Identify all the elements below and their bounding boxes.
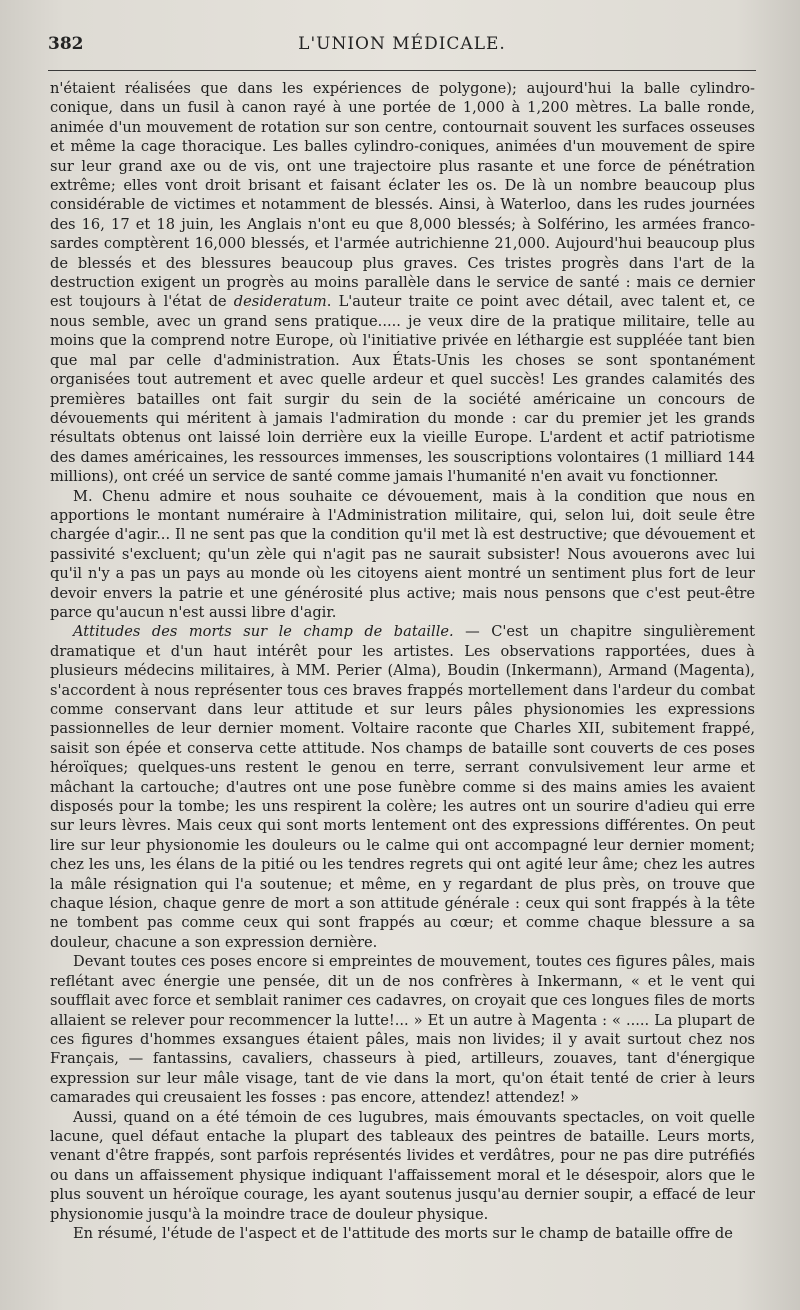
term-desideratum: desideratum: [233, 293, 327, 311]
page-number: 382: [48, 34, 84, 54]
running-title: L'UNION MÉDICALE.: [298, 34, 506, 54]
paragraph-1-text: n'étaient réalisées que dans les expériences de polygone); aujourd'hui la balle cylindro-conique, dans un fusil à canon rayé à une portée de 1,000 à 1,200 mètres. La balle ronde, animée d'un mouvement de rotation sur son centre, contournait souvent les surfaces osseuses et même la cage thoracique. Les balles cylindro-coniques, animées d'un mouvement de spire sur leur grand axe ou de vis, ont une trajectoire plus rasante et une force de pénétration extrême; elles vont droit brisant et faisant éclater les os. De là un nombre beaucoup plus considérable de victimes et notamment de blessés. Ainsi, à Waterloo, dans les rudes journées des 16, 17 et 18 juin, les Anglais n'ont eu que 8,000 blessés; à Solférino, les armées franco-sardes comptèrent 16,000 blessés, et l'armée autrichienne 21,000. Aujourd'hui beaucoup plus de blessés et des blessures beaucoup plus graves. Ces tristes progrès dans l'art de la destruction exigent un progrès au moins parallèle dans le service de santé : mais ce dernier est toujours à l'état de: [50, 80, 755, 311]
paragraph-1-continuation: . L'auteur traite ce point avec détail, avec talent et, ce nous semble, avec un grand sens pratique..... je veux dire de la pratique militaire, telle au moins que la comprend notre Europe, où l'initiative privée en léthargie est suppléée tant bien que mal par celle d'administration. Aux États-Unis les choses se sont spontanément organisées tout autrement et avec quelle ardeur et quel succès! Les grandes calamités des premières batailles ont fait surgir du sein de la société américaine un concours de dévouements qui méritent à jamais l'admiration du monde : car du premier jet les grands résultats obtenus ont laissé loin derrière eux la vieille Europe. L'ardent et actif patriotisme des dames américaines, les ressources immenses, les souscriptions volontaires (1 milliard 144 millions), ont créé un service de santé comme jamais l'humanité n'en avait vu fonctionner.: [50, 293, 755, 486]
header-rule: [48, 70, 756, 71]
page-header: [48, 30, 756, 60]
section-title: Attitudes des morts sur le champ de bataille.: [73, 623, 454, 641]
paragraph-5: Aussi, quand on a été témoin de ces lugubres, mais émouvants spectacles, on voit quelle lacune, quel défaut entache la plupart des tableaux des peintres de bataille. Leurs morts, venant d'être frappés, sont parfois représentés livides et verdâtres, pour ne pas dire putréfiés ou dans un affaissement physique indiquant l'affaissement moral et le désespoir, alors que le plus souvent un héroïque courage, les ayant soutenus jusqu'au dernier soupir, a effacé de leur physionomie jusqu'à la moindre trace de douleur physique.: [50, 1108, 755, 1223]
paragraph-6: En résumé, l'étude de l'aspect et de l'attitude des morts sur le champ de bataille offre de: [73, 1224, 733, 1242]
paragraph-2: M. Chenu admire et nous souhaite ce dévouement, mais à la condition que nous en apportions le montant numéraire à l'Administration militaire, qui, selon lui, doit seule être chargée d'agir... Il ne sent pas que la condition qu'il met là est destructive; que dévouement et passivité s'excluent; qu'un zèle qui n'agit pas ne saurait subsister! Nous avouerons avec lui qu'il n'y a pas un pays au monde où les citoyens aient montré un sentiment plus fort de leur devoir envers la patrie et une générosité plus active; mais nous pensons que c'est peut-être parce qu'aucun n'est aussi libre d'agir.: [50, 487, 755, 621]
paragraph-4: Devant toutes ces poses encore si empreintes de mouvement, toutes ces figures pâles, mais reflétant avec énergie une pensée, dit un de nos confrères à Inkermann, « et le vent qui soufflait avec force et semblait ranimer ces cadavres, on croyait que ces longues files de morts allaient se relever pour recommencer la lutte!... » Et un autre à Magenta : « ..... La plupart de ces figures d'hommes exsangues étaient pâles, mais non livides; il y avait surtout chez nos Français, — fantassins, cavaliers, chasseurs à pied, artilleurs, zouaves, tant d'énergique expression sur leur mâle visage, tant de vie dans la mort, qu'on était tenté de crier à leurs camarades qui creusaient les fosses : pas encore, attendez! attendez! »: [50, 953, 755, 1107]
body-text: [50, 79, 755, 1243]
paragraph-3: [50, 622, 755, 952]
paragraph-3-text: — C'est un chapitre singulièrement dramatique et d'un haut intérêt pour les artistes. Les observations rapportées, dues à plusieurs médecins militaires, à MM. Perier (Alma), Boudin (Inkermann), Armand (Magenta), s'accordent à nous représenter tous ces braves frappés mortellement dans l'ardeur du combat comme conservant dans leur attitude et sur leurs pâles physionomies les expressions passionnelles de leur dernier moment. Voltaire raconte que Charles XII, subitement frappé, saisit son épée et conserva cette attitude. Nos champs de bataille sont couverts de ces poses héroïques; quelques-uns restent le genou en terre, serrant convulsivement leur arme et mâchant la cartouche; d'autres ont une pose funèbre comme si des mains amies les avaient disposés pour la tombe; les uns respirent la colère; les autres ont un sourire d'adieu qui erre sur leurs lèvres. Mais ceux qui sont morts lentement ont des expressions différentes. On peut lire sur leur physionomie les douleurs ou le calme qui ont accompagné leur dernier moment; chez les uns, les élans de la pitié ou les tendres regrets qui ont agité leur âme; chez les autres la mâle résignation qui l'a soutenue; et même, en y regardant de plus près, on trouve que chaque lésion, chaque genre de mort a son attitude générale : ceux qui sont frappés à la tête ne tombent pas comme ceux qui sont frappés au cœur; et comme chaque blessure a sa douleur, chacune a son expression dernière.: [50, 623, 755, 951]
paragraph-1: [50, 79, 755, 487]
